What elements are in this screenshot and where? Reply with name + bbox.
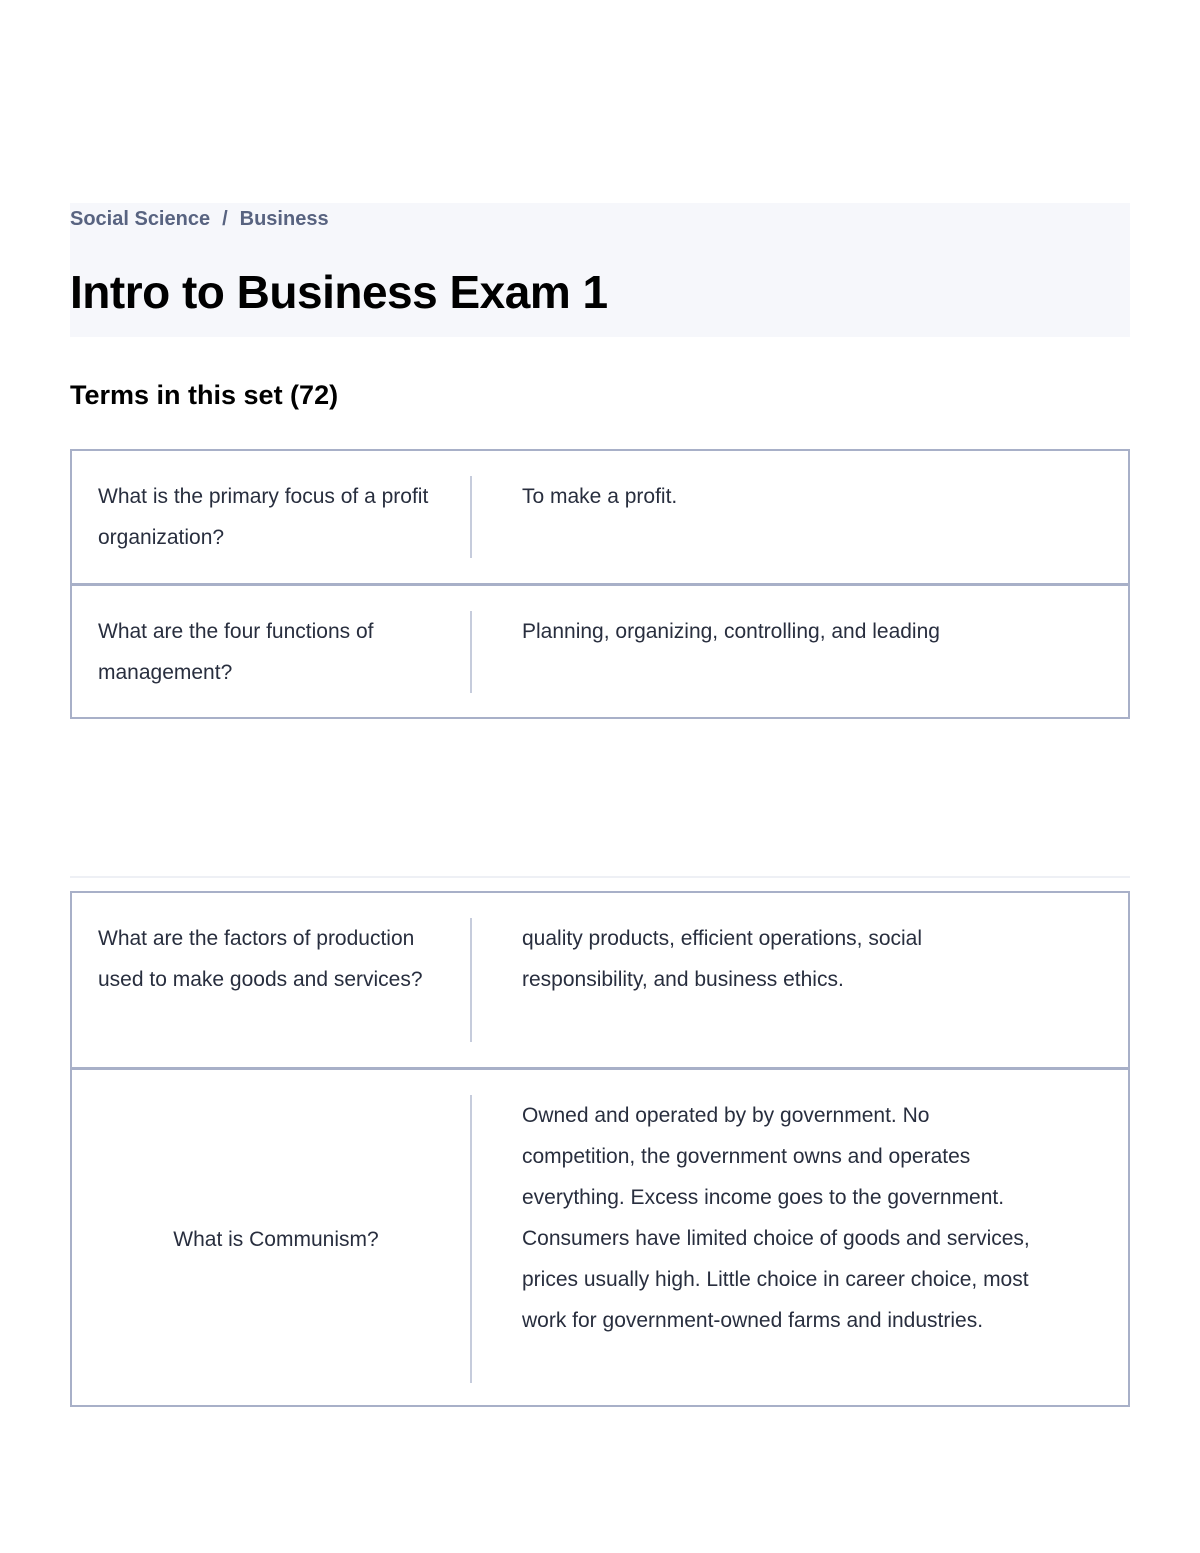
- page-break: [70, 876, 1130, 878]
- breadcrumb-separator: /: [222, 208, 228, 230]
- breadcrumb: [70, 208, 329, 231]
- card-term: What is the primary focus of a profit organization?: [98, 485, 429, 549]
- set-header: [70, 203, 1130, 337]
- card-definition: Owned and operated by by government. No competition, the government owns and operates everything. Excess income goes to the government. Consumers have limited choice of goods and services, prices usually high. Little choice in career choice, most work for government-owned farms and industries.: [522, 1104, 1030, 1332]
- card-group-1: [70, 449, 1130, 719]
- terms-heading: Terms in this set (72): [70, 380, 339, 410]
- card-term: What are the factors of production used to make goods and services?: [98, 927, 423, 991]
- card-row: [72, 1067, 1128, 1405]
- card-definition: Planning, organizing, controlling, and leading: [522, 620, 940, 643]
- card-term: What are the four functions of management?: [98, 620, 374, 684]
- card-row: [72, 451, 1128, 583]
- card-group-2: [70, 891, 1130, 1407]
- card-row: [72, 583, 1128, 717]
- card-definition: To make a profit.: [522, 485, 678, 508]
- card-definition: quality products, efficient operations, social responsibility, and business ethics.: [522, 927, 923, 991]
- card-term: What is Communism?: [173, 1227, 379, 1251]
- breadcrumb-item-social-science[interactable]: Social Science: [70, 208, 211, 230]
- breadcrumb-item-business[interactable]: Business: [239, 208, 329, 230]
- page-title: Intro to Business Exam 1: [70, 266, 608, 318]
- card-row: [72, 893, 1128, 1067]
